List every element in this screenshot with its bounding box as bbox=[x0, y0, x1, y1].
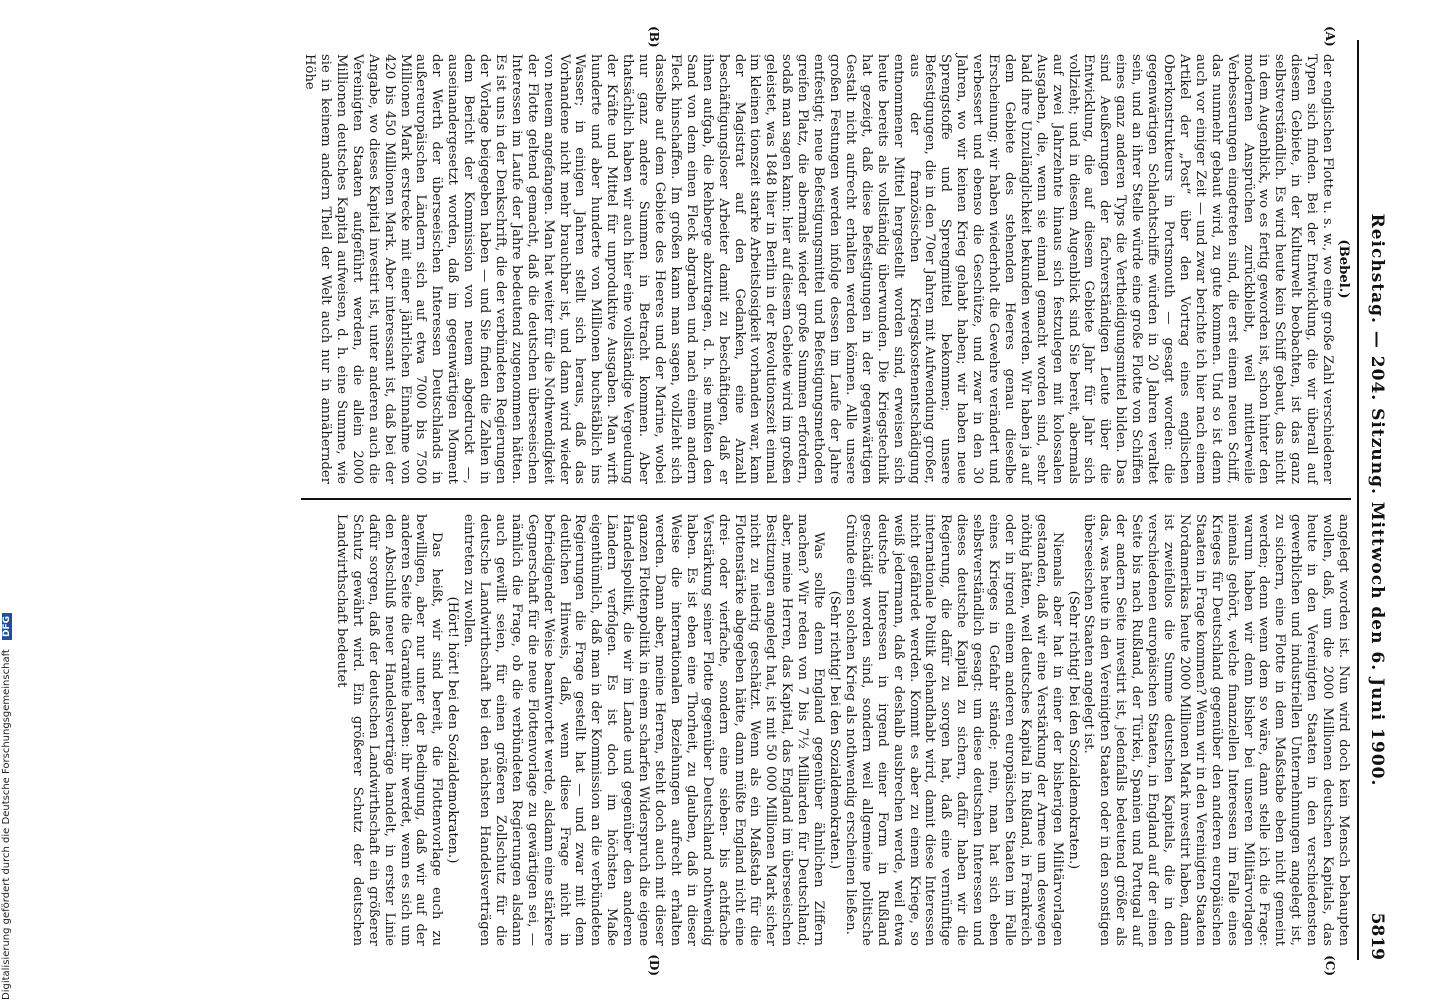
right-paragraph-2: Niemals aber hat in einer der bisherigen Militärvorlagen gestanden, daß wir eine Verstärkung der Armee um deswegen nöthig hätten, weil deutsches Kapital in Rußland, in Frankreich oder in irgend einem anderen europäischen Staaten im Falle eines Krieges in Gefahr stände; nein, man hat sich eben selbstverständlich gesagt: um diese deutschen Interessen und dieses deutsche Kapital zu sichern, dafür haben wir die Regierung, die dafür zu sorgen hat, daß eine vernünftige internationale Politik gehandhabt wird, damit diese Interessen nicht gefährdet werden. Kommt es aber zu einem Kriege, so weiß jedermann, daß er deshalb ausbrechen werde, weil etwa deutsche Interessen in irgend einer Form in Rußland geschädigt worden sind, sondern weil allgemeine politische Gründe einen solchen Krieg als nothwendig erscheinen ließen. bbox=[842, 514, 1065, 946]
margin-marker-d: (D) bbox=[647, 954, 661, 976]
right-column bbox=[301, 500, 1351, 976]
right-paragraph-4: Das heißt, wir sind bereit, die Flottenvorlage euch zu bewilligen, aber nur unter der Bedingung, daß wir auf der anderen Seite die Garantie haben: ihr werdet, wenn es sich um den Abschluß neuer Handelsverträge handelt, in erster Linie dafür sorgen, daß der deutschen Landwirthschaft ein größerer Schutz gewährt wird. Ein größerer Schutz der deutschen Landwirthschaft bedeutet bbox=[333, 514, 445, 946]
left-column bbox=[301, 26, 1351, 500]
interjection-3: (Hört! hört! bei den Sozialdemokraten.) bbox=[445, 596, 461, 864]
margin-marker-a: (A) bbox=[1323, 26, 1337, 47]
left-column-text: der englischen Flotte u. s. w., wo eine große Zahl verschiedener Typen sich finden. Bei der Entwicklung, die wir überall auf diesem Gebiete, in der Kulturwelt beobachten, ist das ganz selbstverständlich. Es wird heute kein Schiff gebaut, das nicht in dem Augenblick, wo es fertig geworden ist, schon hinter den modernen Ansprüchen zurückbleibt, weil mittlerweile Verbesserungen eingetreten sind, die erst einem neuen Schiff, das nunmehr gebaut wird, zu gute kommen. Und so ist denn auch vor einiger Zeit — und zwar berichte ich hier nach einem Artikel der „Post“ über den Vortrag eines englischen Oberkonstrukteurs in Portsmouth — gesagt worden: die gegenwärtigen Schlachtschiffe würden in 20 Jahren veraltet sein, und an ihrer Stelle würde eine große Flotte von Schiffen eines ganz anderen Typs die Vertheidigungsmittel bilden. Das sind Aeußerungen der fachverständigen Leute über die Entwicklung, die auf diesem Gebiete Jahr für Jahr sich vollzieht; und in diesem Augenblick sind Sie bereit, abermals auf zwei Jahrzehnte hinaus sich festzulegen mit kolossalen Ausgaben, die, wenn sie einmal gemacht worden sind, sehr bald ihre Unzulänglichkeit bekunden werden. Wir haben ja auf dem Gebiete des stehenden Heeres genau dieselbe Erscheinung; wir haben wiederholt die Gewehre verändert und verbessert und ebenso die Geschütze, und zwar in den 30 Jahren, wo wir keinen Krieg gehabt haben; wir haben neue Sprengstoffe und Sprengmittel bekommen; unsere Befestigungen, die in den 70er Jahren mit Aufwendung großer, aus der französischen Kriegskostenentschädigung entnommener Mittel hergestellt worden sind, erweisen sich heute bereits als vollständig überwunden. Die Kriegstechnik hat gezeigt, daß diese Befestigungen in der gegenwärtigen Gestalt nicht aufrecht erhalten werden können. Alle unsere großen Festungen werden infolge dessen im Laufe der Jahre entfestigt; neue Befestigungsmittel und Befestigungsmethoden greifen Platz, die abermals wieder große Summen erfordern, sodaß man sagen kann: hier auf diesem Gebiete wird im großen geleistet, was 1848 hier in Berlin in der Revolutionszeit einmal im kleinen tionszeit starke Arbeitslosigkeit vorhanden war, kam der Magistrat auf den Gedanken, eine Anzahl beschäftigungsloser Arbeiter damit zu beschäftigen, daß er ihnen aufgab, die Rehberge abzutragen, d. h. sie mußten den Sand von dem einen Fleck abgraben und nach einem andern Fleck hinschaffen. Im großen kann man sagen, vollzieht sich dasselbe auf dem Gebiete des Heeres und der Marine, wobei nur ganz andere Summen in Betracht kommen. Aber thatsächlich haben wir auch hier eine vollständige Vergeudung der Kräfte und Mittel für unproduktive Ausgaben. Man wirft hunderte und aber hunderte von Millionen buchstäblich ins Wasser; in einigen Jahren stellt sich heraus, daß das Vorhandene nicht mehr brauchbar ist, und dann wird wieder von neuem angefangen. Man hat weiter für die Nothwendigkeit der Flotte geltend gemacht, daß die deutschen überseeischen Interessen im Laufe der Jahre bedeutend zugenommen hätten. Es ist uns in der Denkschrift, die der verbündeten Regierungen der Vorlage beigegeben haben — und Sie finden die Zahlen in dem Bericht der Kommission von neuem abgedruckt —, auseinandergesetzt worden, daß im gegenwärtigen Moment der Werth der überseeischen Interessen Deutschlands in außereuropäischen Ländern sich auf etwa 7000 bis 7500 Millionen Mark erstrecke mit einer jährlichen Einnahme von 420 bis 450 Millionen Mark. Aber interessant ist, daß bei der Angabe, wo dieses Kapital investirt ist, unter anderen auch die Vereinigten Staaten aufgeführt werden, die allein 2000 Millionen deutsches Kapital aufweisen, d. h. eine Summe, wie sie in keinem andern Theil der Welt auch nur in annähernder Höhe bbox=[302, 54, 1336, 484]
interjection-2: (Sehr richtig! bei den Sozialdemokraten.) bbox=[827, 590, 842, 870]
right-paragraph-3: Was sollte denn England gegenüber ähnlichen Ziffern machen? Wir reden von 7 bis 7½ Milliarden für Deutschland; aber, meine Herren, das Kapital, das England im überseeischen Besitzungen angelegt hat, ist mit 50 000 Millionen Mark sicher nicht zu niedrig geschätzt. Wenn als ein Maßstab für die Flottenstärke abgegeben hätte, dann müßte England nicht eine drei- oder vierfache, sondern eine sieben- bis achtfache Verstärkung seiner Flotte gegenüber Deutschland nothwendig haben. Es ist eben eine Thorheit, zu glauben, daß in dieser Weise die internationalen Beziehungen aufrecht erhalten werden. Dann aber, meine Herren, steht doch auch mit dieser ganzen Flottenpolitik in einem scharfen Widerspruch die eigene Handelspolitik, die wir im Lande und gegenüber den anderen Ländern verfolgen. Es ist doch im höchsten Maße eigenthümlich, daß man in der Kommission an die verbündeten Regierungen die Frage gestellt hat — und zwar mit dem deutlichen Hinweis, daß, wenn diese Frage nicht in befriedigender Weise beantwortet werde, alsdann eine stärkere Gegnerschaft für die neue Flottenvorlage zu gewärtigen sei, — nämlich die Frage, ob die verbündeten Regierungen alsdann auch gewillt seien, für einen größeren Zollschutz für die deutsche Landwirthschaft bei den nächsten Handelsverträgen eintreten zu wollen. bbox=[461, 514, 827, 946]
page-header bbox=[1357, 40, 1389, 960]
credit-text: Digitalisierung gefördert durch die Deutsche Forschungsgemeinschaft bbox=[1, 649, 12, 1000]
page-number: 5819 bbox=[1367, 912, 1387, 960]
text-columns bbox=[301, 26, 1351, 976]
digitization-credit bbox=[1, 0, 15, 1000]
margin-marker-b: (B) bbox=[647, 26, 661, 48]
document-page bbox=[35, 20, 1395, 980]
margin-marker-c: (C) bbox=[1323, 955, 1337, 976]
interjection-1: (Sehr richtig! bei den Sozialdemokraten.) bbox=[1065, 590, 1081, 870]
dfg-logo: DFG bbox=[2, 613, 12, 640]
page-title: Reichstag. — 204. Sitzung. Mittwoch den 6. Juni 1900. bbox=[1367, 213, 1387, 787]
right-paragraph-1: angelegt worden ist. Nun wird doch kein Mensch behaupten wollen, daß, um die 2000 Millionen deutschen Kapitals, das heute in den Vereinigten Staaten in den verschiedensten gewerblichen und industriellen Unternehmungen angelegt ist, zu sichern, eine Flotte in dem Maßstabe eben nicht gemeint werden; denn wenn dem so wäre, dann stelle ich die Frage: warum haben wir denn bisher bei unseren Militärvorlagen niemals gehört, welche finanziellen Interessen im Falle eines Krieges für Deutschland gegenüber den anderen europäischen Staaten in Frage kommen? Wenn wir in den Vereinigten Staaten Nordamerikas heute 2000 Millionen Mark investirt haben, dann ist zweifellos die Summe deutschen Kapitals, die in den verschiedenen europäischen Staaten, in England auf der einen Seite bis nach Rußland, der Türkei, Spanien und Portugal auf der andern Seite investirt ist, jedenfalls bedeutend größer als das, was heute in den Vereinigten Staaten oder in den sonstigen überseeischen Staaten angelegt ist. bbox=[1081, 514, 1351, 946]
speaker-name: (Bebel.) bbox=[1336, 239, 1351, 299]
